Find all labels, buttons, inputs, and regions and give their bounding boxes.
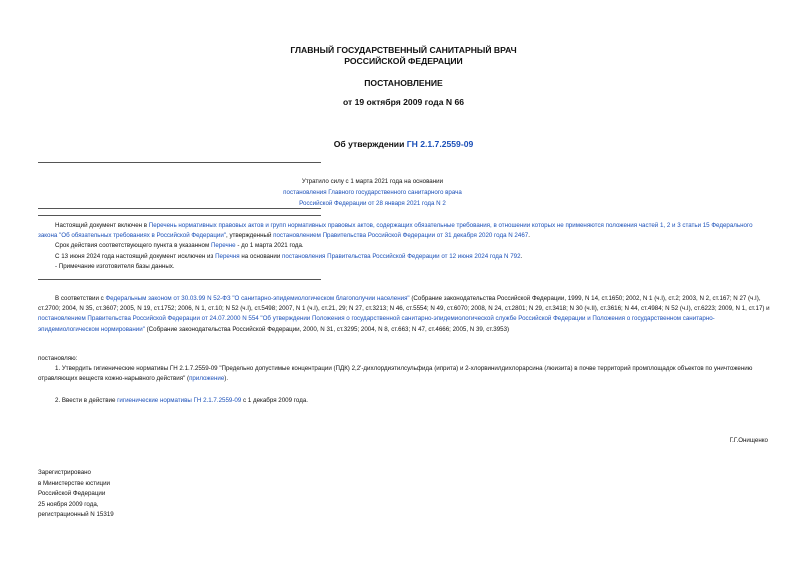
registration-line: в Министерстве юстиции	[38, 479, 111, 487]
appendix-link[interactable]: приложение	[189, 375, 225, 383]
preamble-paragraph	[38, 294, 770, 335]
divider	[38, 208, 321, 209]
database-notice	[38, 221, 770, 272]
list-link[interactable]: Перечне	[210, 242, 236, 250]
registration-block	[38, 468, 114, 521]
notice-text: , утвержденный	[226, 232, 274, 240]
clause-text: 1. Утвердить гигиенические нормативы ГН 2.1.7.2559-09 "Предельно допустимые концентрации (ПДК) 2,2'-дихлордиэтилсульфида (иприта) и 2-хлорвинилдихлорарсина (люизита) в почве территорий промплощадок объектов по уничтожению отравляющих веществ кожно-нарывного действия" (	[38, 365, 753, 383]
registration-line: Зарегистрировано	[38, 469, 91, 476]
government-resolution-554-link[interactable]: постановлением Правительства Российской Федерации от 24.07.2000 N 554 "Об утверждении Положения о государственной санитарно-эпидемиологической службе Российской Федерации и Положения о государственном санитарно-эпидемиологическом нормировании"	[38, 315, 715, 333]
divider	[38, 215, 321, 216]
document-title	[0, 139, 807, 149]
preamble-text: В соответствии с	[55, 295, 106, 302]
manufacturer-note: - Примечание изготовителя базы данных.	[55, 262, 175, 270]
clause-2	[38, 396, 770, 406]
registration-date: 25 ноября 2009 года,	[38, 500, 99, 508]
title-prefix: Об утверждении	[333, 139, 407, 149]
authority-line-2: РОССИЙСКОЙ ФЕДЕРАЦИИ	[344, 56, 463, 66]
preamble-text: (Собрание законодательства Российской Федерации, 2000, N 31, ст.3295; 2004, N 8, ст.663; N 47, ст.4666; 2005, N 39, ст.3953)	[144, 325, 510, 333]
notice-text: Срок действия соответствующего пункта в указанном	[55, 242, 211, 250]
registration-number: регистрационный N 15319	[38, 511, 114, 518]
document-type: ПОСТАНОВЛЕНИЕ	[364, 78, 443, 88]
notice-paragraph-exclusion	[38, 252, 770, 262]
clause-1	[38, 364, 770, 384]
list-link[interactable]: Перечня	[215, 252, 240, 260]
preamble-text: (Собрание законодательства Российской Федерации, 1999, N 14, ст.1650; 2002, N 1 (ч.I), ст.2; 2003, N 2, ст.167; N 27 (ч.I), ст.2700; 2004, N 35, ст.3607; 2005, N 19, ст.1752; 2006, N 1, ст.10; N 52 (ч.I), ст.5498; 2007, N 1 (ч.I), ст.21, 29; N 27, ст.3213; N 46, ст.5554; N 49, ст.6070; 2008, N 24, ст.2801; N 29, ст.3418; N 30 (ч.II), ст.3616; N 44, ст.4984; N 52 (ч.I), ст.6223; 2009, N 1, ст.17) и	[38, 295, 770, 313]
authority-line-1: ГЛАВНЫЙ ГОСУДАРСТВЕННЫЙ САНИТАРНЫЙ ВРАЧ	[290, 45, 517, 55]
clause-text: ).	[224, 375, 229, 383]
signatory-name: Г.Г.Онищенко	[729, 437, 768, 444]
expiry-resolution-link-line1[interactable]: постановления Главного государственного санитарного врача	[283, 189, 462, 196]
government-resolution-792-link[interactable]: постановления Правительства Российской Федерации от 12 июня 2024 года N 792	[282, 252, 521, 260]
notice-paragraph-list	[38, 221, 770, 241]
list-of-acts-link[interactable]: Перечень нормативных правовых актов и групп нормативных правовых актов, содержащих обязательные требования, в отношении которых не применяются положения частей 1, 2 и 3 статьи 15 Федерального закона "Об обязательных требованиях в Российской Федерации"	[38, 222, 753, 240]
clause-text: 2. Ввести в действие	[55, 397, 118, 404]
expiry-text: Утратило силу с 1 марта 2021 года на основании	[301, 178, 444, 185]
expiry-resolution-link-line2[interactable]: Российской Федерации от 28 января 2021 года N 2	[299, 200, 446, 207]
notice-text: Настоящий документ включен в	[55, 222, 149, 229]
divider	[38, 162, 321, 163]
notice-text: на основании	[239, 252, 283, 260]
notice-text: - до 1 марта 2021 года.	[235, 242, 304, 250]
expiry-note	[250, 176, 495, 209]
registration-line: Российской Федерации	[38, 490, 106, 497]
divider	[38, 279, 321, 280]
title-standard-link[interactable]: ГН 2.1.7.2559-09	[406, 139, 474, 149]
notice-text: .	[528, 232, 530, 240]
hygienic-standards-link[interactable]: гигиенические нормативы ГН 2.1.7.2559-09	[117, 397, 242, 404]
document-date-number: от 19 октября 2009 года N 66	[342, 97, 465, 107]
notice-paragraph-validity	[38, 241, 770, 251]
notice-text: С 13 июня 2024 года настоящий документ исключен из	[55, 252, 216, 260]
federal-law-52-fz-link[interactable]: Федеральным законом от 30.03.99 N 52-ФЗ "О санитарно-эпидемиологическом благополучии населения"	[105, 295, 410, 302]
clause-text: с 1 декабря 2009 года.	[241, 397, 308, 404]
government-resolution-2467-link[interactable]: постановлением Правительства Российской Федерации от 31 декабря 2020 года N 2467	[273, 232, 529, 240]
issuing-authority	[0, 45, 807, 67]
notice-text: .	[520, 252, 523, 260]
resolution-verb: постановляю:	[38, 355, 78, 362]
